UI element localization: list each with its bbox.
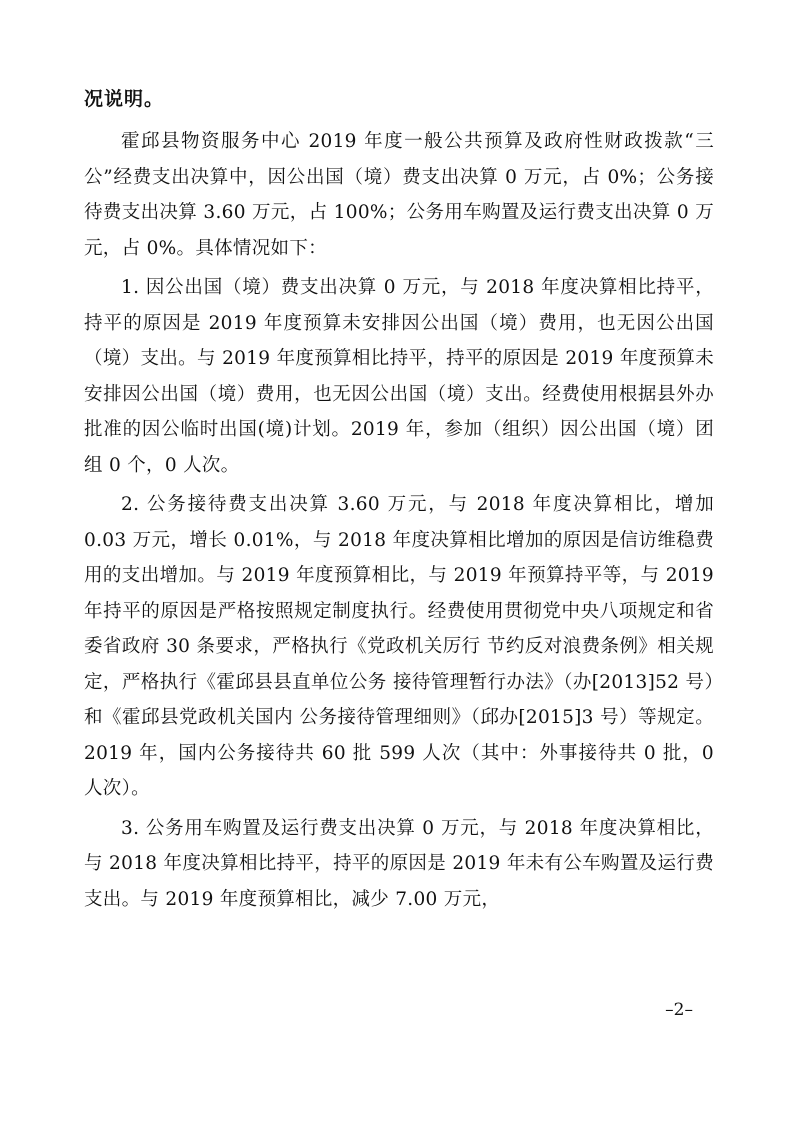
paragraph-summary: 霍邱县物资服务中心 2019 年度一般公共预算及政府性财政拨款“三公”经费支出决算中，因公出国（境）费支出决算 0 万元，占 0%；公务接待费支出决算 3.60 万元，占 100%；公务用车购置及运行费支出决算 0 万元，占 0%。具体情况如下： bbox=[84, 131, 714, 259]
paragraph-official-reception: 2. 公务接待费支出决算 3.60 万元，与 2018 年度决算相比，增加 0.03 万元，增长 0.01%，与 2018 年度决算相比增加的原因是信访维稳费用的支出增加。与 2019 年度预算相比，与 2019 年预算持平等，与 2019 年持平的原因是严格按照规定制度执行。经费使用贯彻党中央八项规定和省委省政府 30 条要求，严格执行《党政机关厉行 节约反对浪费条例》相关规定，严格执行《霍邱县县直单位公务 接待管理暂行办法》（办[2013]52 号）和《霍邱县党政机关国内 公务接待管理细则》（邱办[2015]3 号）等规定。2019 年，国内公务接待共 60 批 599 人次（其中：外事接待共 0 批，0 人次）。 bbox=[84, 494, 714, 799]
document-body bbox=[84, 86, 714, 921]
page-number: –2– bbox=[665, 1000, 693, 1020]
section-heading: 况说明。 bbox=[84, 88, 165, 110]
paragraph-official-vehicles: 3. 公务用车购置及运行费支出决算 0 万元，与 2018 年度决算相比，与 2018 年度决算相比持平，持平的原因是 2019 年未有公车购置及运行费支出。与 2019 年度预算相比，减少 7.00 万元， bbox=[84, 817, 714, 910]
paragraph-overseas-travel: 1. 因公出国（境）费支出决算 0 万元，与 2018 年度决算相比持平，持平的原因是 2019 年度预算未安排因公出国（境）费用，也无因公出国（境）支出。与 2019 年度预算相比持平，持平的原因是 2019 年度预算未安排因公出国（境）费用，也无因公出国（境）支出。经费使用根据县外办批准的因公临时出国(境)计划。2019 年，参加（组织）因公出国（境）团组 0 个，0 人次。 bbox=[84, 277, 714, 476]
